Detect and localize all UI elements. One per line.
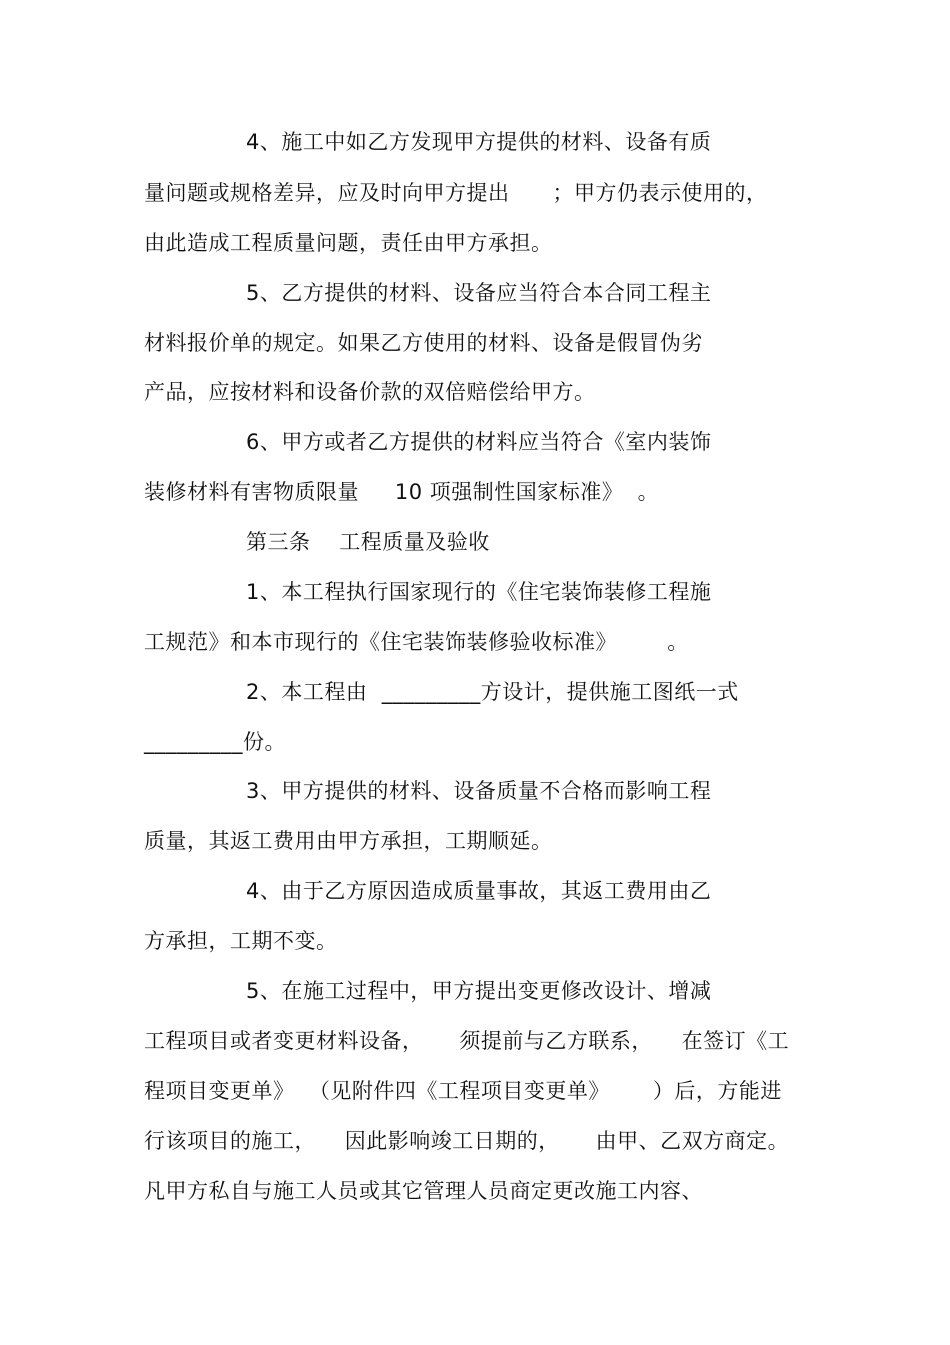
text-line-18: 5、在施工过程中，甲方提出变更修改设计、增减: [246, 979, 712, 1003]
text-line-15: 质量，其返工费用由甲方承担，工期顺延。: [144, 829, 553, 853]
text-line-22: 凡甲方私自与施工人员或其它管理人员商定更改施工内容、: [144, 1179, 703, 1203]
text-line-3: 由此造成工程质量问题，责任由甲方承担。: [144, 231, 553, 255]
text-line-20: 程项目变更单》 （见附件四《工程项目变更单》 ）后，方能进: [144, 1079, 782, 1103]
text-line-21: 行该项目的施工， 因此影响竣工日期的， 由甲、乙双方商定。: [144, 1129, 790, 1153]
text-line-17: 方承担，工期不变。: [144, 929, 338, 953]
text-line-14: 3、甲方提供的材料、设备质量不合格而影响工程: [246, 779, 712, 803]
text-line-6: 产品，应按材料和设备价款的双倍赔偿给甲方。: [144, 380, 596, 404]
text-line-11: 工规范》和本市现行的《住宅装饰装修验收标准》 。: [144, 630, 689, 654]
text-line-2: 量问题或规格差异，应及时向甲方提出 ；甲方仍表示使用的，: [144, 181, 768, 205]
text-line-12: 2、本工程由 _________方设计，提供施工图纸一式: [246, 680, 739, 704]
text-line-19: 工程项目或者变更材料设备， 须提前与乙方联系， 在签订《工: [144, 1029, 790, 1053]
text-line-7: 6、甲方或者乙方提供的材料应当符合《室内装饰: [246, 430, 712, 454]
text-line-13: _________份。: [144, 730, 286, 754]
text-line-8: 装修材料有害物质限量 10 项强制性国家标准》 。: [144, 480, 660, 504]
text-line-16: 4、由于乙方原因造成质量事故，其返工费用由乙: [246, 879, 712, 903]
text-line-1: 4、施工中如乙方发现甲方提供的材料、设备有质: [246, 130, 712, 154]
text-line-5: 材料报价单的规定。如果乙方使用的材料、设备是假冒伪劣: [144, 331, 703, 355]
section-heading-3: 第三条 工程质量及验收: [246, 530, 490, 554]
text-line-10: 1、本工程执行国家现行的《住宅装饰装修工程施: [246, 580, 712, 604]
text-line-4: 5、乙方提供的材料、设备应当符合本合同工程主: [246, 281, 712, 305]
